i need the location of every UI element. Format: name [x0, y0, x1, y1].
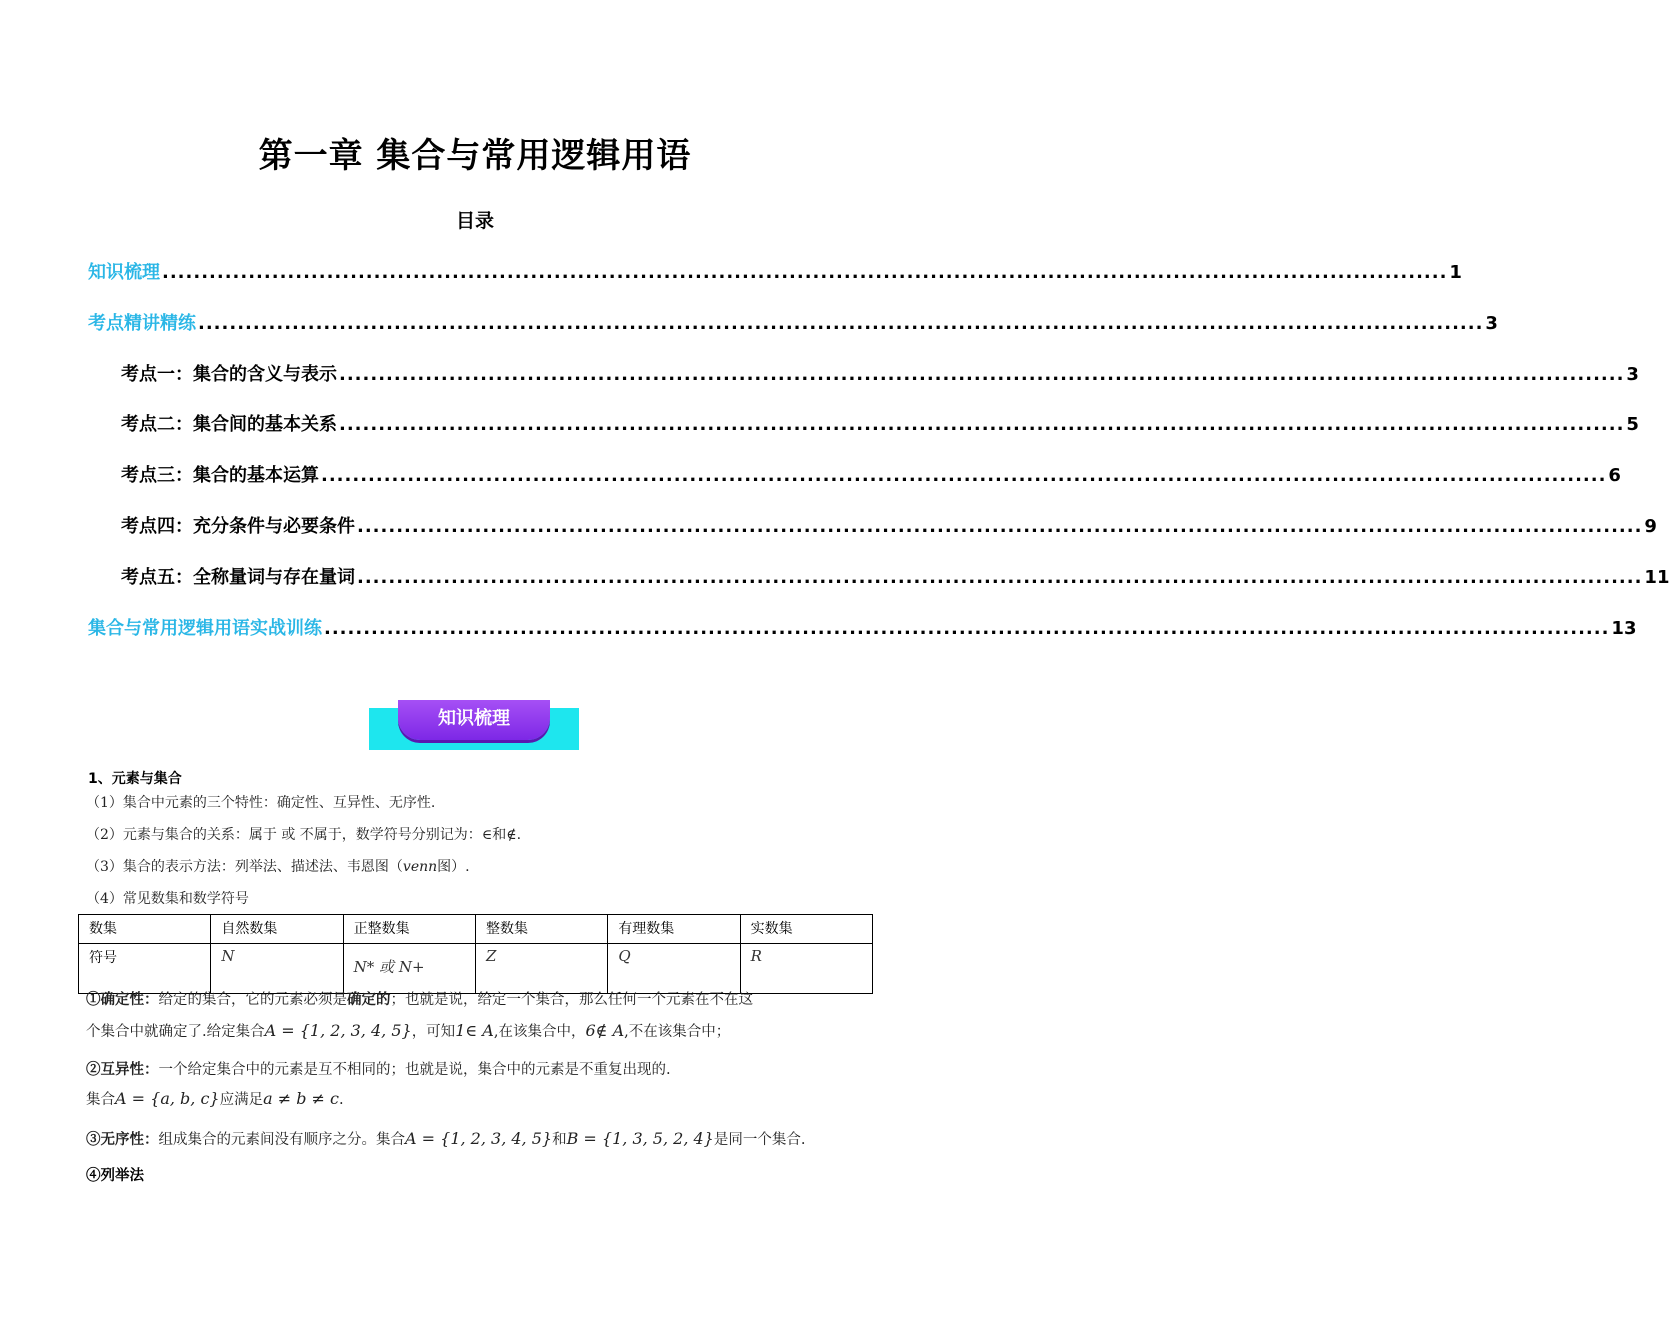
property-text: ,在该集合中， — [493, 1024, 586, 1040]
paragraph-1: （1）集合中元素的三个特性：确定性、互异性、无序性. — [86, 795, 436, 811]
property-text: 集合 — [86, 1092, 115, 1108]
table-row-label: 符号 — [79, 944, 211, 994]
toc-heading: 目录 — [455, 210, 494, 232]
toc-leader: .................................................................................................................................................................... — [357, 516, 1643, 537]
property-4 — [86, 1164, 144, 1185]
list-marker: ① — [86, 991, 101, 1008]
table-header-cell: 数集 — [79, 915, 211, 944]
property-3 — [86, 1128, 805, 1149]
property-emphasis: 确定的 — [347, 991, 391, 1008]
toc-item-point-3[interactable] — [121, 461, 1621, 487]
toc-item-page: 5 — [1626, 414, 1639, 435]
property-text: 一个给定集合中的元素是互不相同的；也就是说，集合中的元素是不重复出现的. — [158, 1062, 671, 1078]
paragraph-3 — [86, 856, 470, 876]
toc-item-page: 3 — [1485, 313, 1498, 334]
table-header-cell: 实数集 — [740, 915, 872, 944]
table-row — [79, 944, 873, 994]
property-text: 和 — [552, 1132, 567, 1148]
property-text: . — [338, 1092, 344, 1108]
section-banner — [369, 698, 579, 750]
toc-leader: .................................................................................................................................................................... — [339, 364, 1625, 385]
toc-item-page: 13 — [1611, 618, 1637, 639]
table-cell: Z — [475, 944, 607, 994]
toc-item-label: 考点五：全称量词与存在量词 — [121, 567, 355, 588]
toc-item-label: 考点三：集合的基本运算 — [121, 465, 319, 486]
list-marker: ③ — [86, 1131, 101, 1148]
paragraph-3-text: （3）集合的表示方法：列举法、描述法、韦恩图（ — [86, 859, 403, 875]
table-cell: Q — [608, 944, 740, 994]
property-text: ,不在该集合中； — [624, 1024, 731, 1040]
toc-item-page: 3 — [1626, 364, 1639, 385]
property-text: 组成集合的元素间没有顺序之分。集合 — [158, 1132, 405, 1148]
table-header-cell: 正整数集 — [343, 915, 475, 944]
toc-item-point-1[interactable] — [121, 360, 1639, 386]
math-distinct-condition: a ≠ b ≠ c — [263, 1089, 339, 1108]
paragraph-4: （4）常见数集和数学符号 — [86, 891, 249, 907]
property-title: 互异性： — [100, 1061, 159, 1078]
property-2-line-1 — [86, 1058, 671, 1079]
toc-leader: .................................................................................................................................................................... — [339, 414, 1625, 435]
toc-item-label: 考点精讲精练 — [88, 313, 196, 334]
banner-label: 知识梳理 — [398, 700, 550, 740]
property-2-line-2 — [86, 1088, 344, 1109]
toc-item-point-4[interactable] — [121, 512, 1657, 538]
toc-leader: .................................................................................................................................................................... — [198, 313, 1484, 334]
toc-item-label: 考点四：充分条件与必要条件 — [121, 516, 355, 537]
math-element-in: 1∈ A — [455, 1021, 494, 1040]
toc-item-page: 6 — [1608, 465, 1621, 486]
math-set-a: A = {1, 2, 3, 4, 5} — [405, 1129, 553, 1148]
table-cell: N — [211, 944, 343, 994]
toc-item-page: 1 — [1449, 262, 1462, 283]
element-of-symbol: ∈ — [481, 827, 493, 843]
toc-item-point-2[interactable] — [121, 410, 1639, 436]
toc-item-practice[interactable] — [88, 614, 1637, 640]
property-text: 个集合中就确定了.给定集合 — [86, 1024, 265, 1040]
property-title: 无序性： — [100, 1131, 159, 1148]
table-header-row — [79, 915, 873, 944]
toc-item-knowledge[interactable] — [88, 258, 1462, 284]
not-element-of-symbol: ∉ — [506, 827, 517, 843]
toc-leader: .................................................................................................................................................................... — [321, 465, 1607, 486]
page-title: 第一章 集合与常用逻辑用语 — [258, 136, 692, 176]
property-text: 给定的集合，它的元素必须是 — [158, 992, 347, 1008]
toc-item-page: 9 — [1644, 516, 1657, 537]
paragraph-2-end: . — [516, 827, 522, 843]
property-title: 列举法 — [100, 1167, 144, 1184]
property-text: ，可知 — [411, 1024, 456, 1040]
toc-item-label: 考点一：集合的含义与表示 — [121, 364, 337, 385]
toc-item-page: 11 — [1644, 567, 1669, 588]
section-heading: 1、元素与集合 — [88, 771, 182, 787]
toc-leader: .................................................................................................................................................................... — [162, 262, 1448, 283]
paragraph-2-and: 和 — [492, 827, 507, 843]
venn-term: venn — [402, 859, 438, 875]
math-set-abc: A = {a, b, c} — [115, 1089, 220, 1108]
paragraph-2 — [86, 824, 521, 844]
table-header-cell: 整数集 — [475, 915, 607, 944]
property-title: 确定性： — [100, 991, 159, 1008]
toc-leader: .................................................................................................................................................................... — [324, 618, 1610, 639]
property-1-line-1 — [86, 988, 753, 1009]
math-set-b: B = {1, 3, 5, 2, 4} — [566, 1129, 714, 1148]
toc-item-key-points[interactable] — [88, 309, 1498, 335]
toc-item-label: 知识梳理 — [88, 262, 160, 283]
toc-leader: .................................................................................................................................................................... — [357, 567, 1643, 588]
math-element-not-in: 6∉ A — [585, 1021, 625, 1040]
property-text: 是同一个集合. — [713, 1132, 806, 1148]
math-set-a: A = {1, 2, 3, 4, 5} — [264, 1021, 412, 1040]
toc-item-label: 考点二：集合间的基本关系 — [121, 414, 337, 435]
property-text: 应满足 — [219, 1092, 264, 1108]
toc-item-label: 集合与常用逻辑用语实战训练 — [88, 618, 322, 639]
table-header-cell: 有理数集 — [608, 915, 740, 944]
property-text: ；也就是说，给定一个集合，那么任何一个元素在不在这 — [390, 992, 753, 1008]
paragraph-3-end: 图）. — [437, 859, 470, 875]
table-cell: N* 或 N+ — [343, 944, 475, 994]
list-marker: ④ — [86, 1167, 101, 1184]
list-marker: ② — [86, 1061, 101, 1078]
number-sets-table — [78, 914, 873, 994]
paragraph-2-text: （2）元素与集合的关系：属于 或 不属于，数学符号分别记为： — [86, 827, 482, 843]
table-header-cell: 自然数集 — [211, 915, 343, 944]
toc-item-point-5[interactable] — [121, 563, 1669, 589]
property-1-line-2 — [86, 1020, 730, 1041]
table-cell: R — [740, 944, 872, 994]
